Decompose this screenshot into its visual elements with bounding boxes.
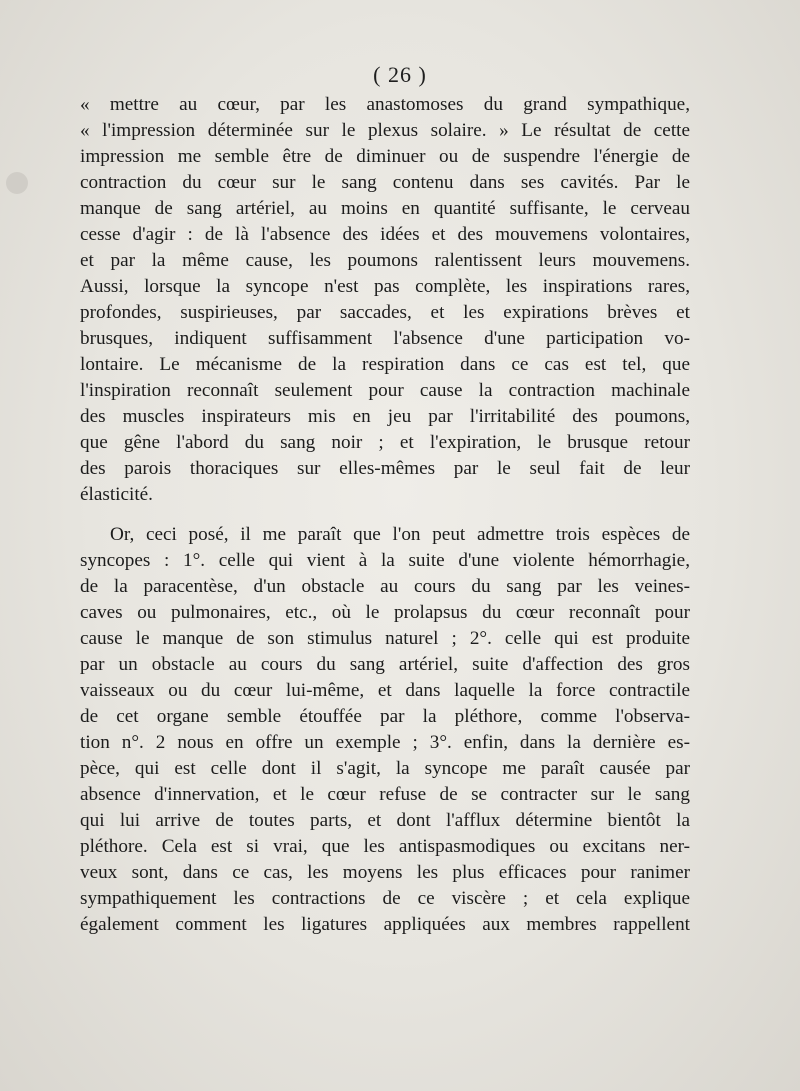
text-line: que gêne l'abord du sang noir ; et l'expiration, le brusque retour — [80, 432, 690, 453]
text-line: absence d'innervation, et le cœur refuse de se contracter sur le sang — [80, 784, 690, 805]
text-line: pèce, qui est celle dont il s'agit, la syncope me paraît causée par — [80, 758, 690, 779]
text-line: veux sont, dans ce cas, les moyens les plus efficaces pour ranimer — [80, 862, 690, 883]
text-line: également comment les ligatures appliquées aux membres rappellent — [80, 914, 690, 935]
text-line: qui lui arrive de toutes parts, et dont l'afflux détermine bientôt la — [80, 810, 690, 831]
body-text — [80, 92, 690, 938]
page-number: ( 26 ) — [373, 62, 427, 87]
text-line: caves ou pulmonaires, etc., où le prolapsus du cœur reconnaît pour — [80, 602, 690, 623]
text-line: contraction du cœur sur le sang contenu dans ses cavités. Par le — [80, 172, 690, 193]
text-line: impression me semble être de diminuer ou de suspendre l'énergie de — [80, 146, 690, 167]
paragraph-2 — [80, 522, 690, 938]
text-line: Or, ceci posé, il me paraît que l'on peut admettre trois espèces de — [110, 524, 690, 545]
text-line: « mettre au cœur, par les anastomoses du grand sympathique, — [80, 94, 690, 115]
text-line: par un obstacle au cours du sang artériel, suite d'affection des gros — [80, 654, 690, 675]
text-line: brusques, indiquent suffisamment l'absence d'une participation vo- — [80, 328, 690, 349]
text-line: des muscles inspirateurs mis en jeu par l'irritabilité des poumons, — [80, 406, 690, 427]
text-line: élasticité. — [80, 484, 153, 505]
paper-stain — [6, 172, 28, 194]
text-line: sympathiquement les contractions de ce viscère ; et cela explique — [80, 888, 690, 909]
paragraph-gap — [80, 508, 690, 522]
text-line: « l'impression déterminée sur le plexus solaire. » Le résultat de cette — [80, 120, 690, 141]
text-line: lontaire. Le mécanisme de la respiration dans ce cas est tel, que — [80, 354, 690, 375]
paragraph-1 — [80, 92, 690, 508]
text-line: de la paracentèse, d'un obstacle au cours du sang par les veines- — [80, 576, 690, 597]
text-line: profondes, suspirieuses, par saccades, et les expirations brèves et — [80, 302, 690, 323]
text-line: vaisseaux ou du cœur lui-même, et dans laquelle la force contractile — [80, 680, 690, 701]
text-line: tion n°. 2 nous en offre un exemple ; 3°. enfin, dans la dernière es- — [80, 732, 690, 753]
text-line: manque de sang artériel, au moins en quantité suffisante, le cerveau — [80, 198, 690, 219]
text-line: cause le manque de son stimulus naturel ; 2°. celle qui est produite — [80, 628, 690, 649]
text-line: l'inspiration reconnaît seulement pour cause la contraction machinale — [80, 380, 690, 401]
text-line: syncopes : 1°. celle qui vient à la suite d'une violente hémorrhagie, — [80, 550, 690, 571]
text-line: pléthore. Cela est si vrai, que les antispasmodiques ou excitans ner- — [80, 836, 690, 857]
text-line: Aussi, lorsque la syncope n'est pas complète, les inspirations rares, — [80, 276, 690, 297]
text-line: des parois thoraciques sur elles-mêmes par le seul fait de leur — [80, 458, 690, 479]
text-line: de cet organe semble étouffée par la pléthore, comme l'observa- — [80, 706, 690, 727]
text-line: et par la même cause, les poumons ralentissent leurs mouvemens. — [80, 250, 690, 271]
text-line: cesse d'agir : de là l'absence des idées et des mouvemens volontaires, — [80, 224, 690, 245]
